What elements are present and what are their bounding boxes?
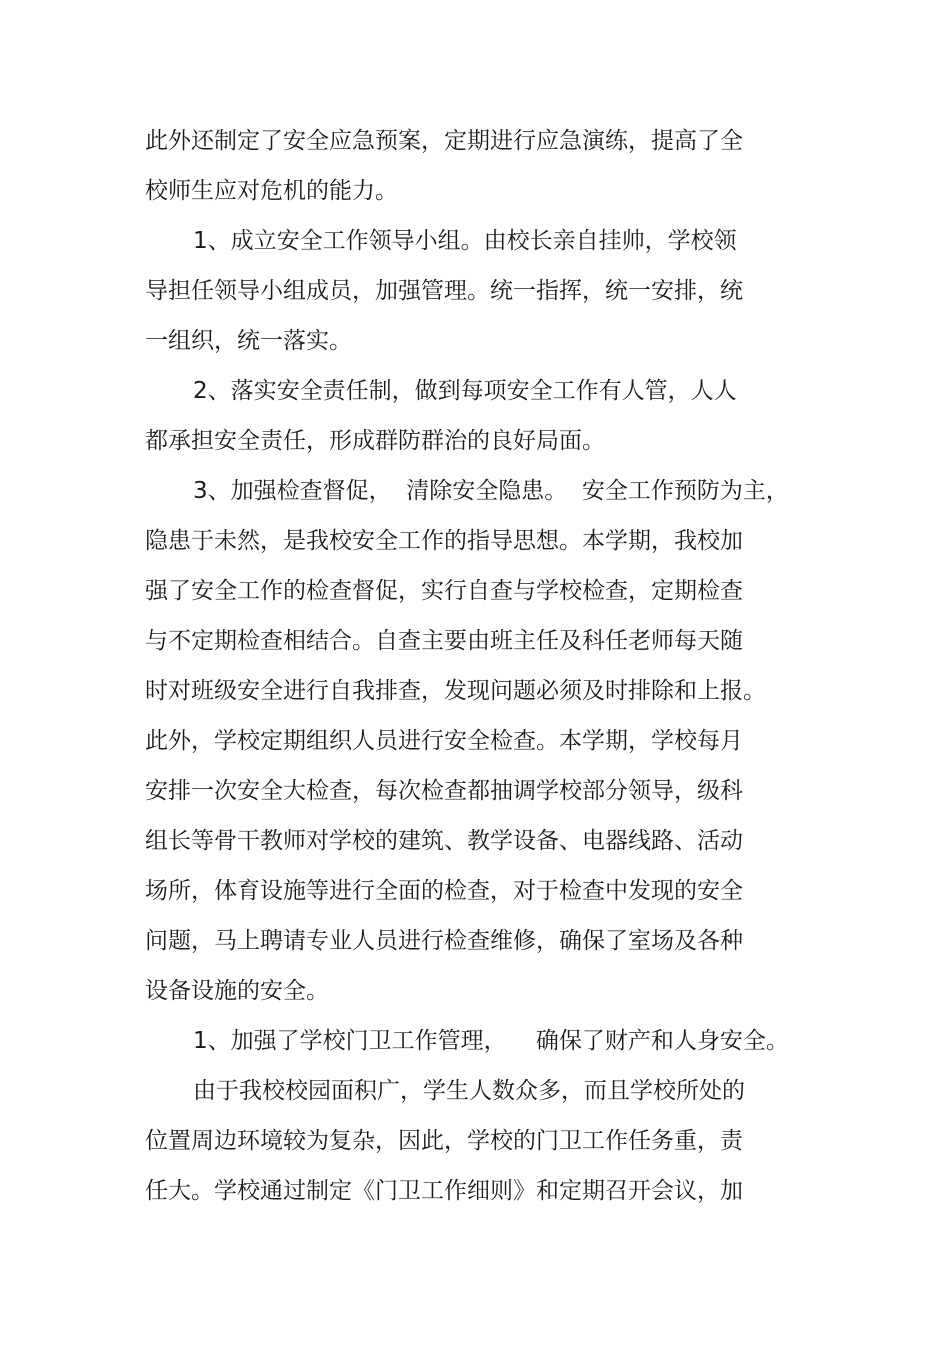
text-line: 安排一次安全大检查，每次检查都抽调学校部分领导，级科 <box>145 778 743 804</box>
paragraph-start-line: 1、加强了学校门卫工作管理， 确保了财产和人身安全。 <box>193 1028 789 1054</box>
text-line: 导担任领导小组成员，加强管理。统一指挥，统一安排，统 <box>145 278 743 304</box>
text-line: 场所，体育设施等进行全面的检查，对于检查中发现的安全 <box>145 878 743 904</box>
text-line: 与不定期检查相结合。自查主要由班主任及科任老师每天随 <box>145 628 743 654</box>
text-line: 位置周边环境较为复杂，因此，学校的门卫工作任务重，责 <box>145 1128 743 1154</box>
text-line: 设备设施的安全。 <box>145 978 329 1004</box>
text-line: 校师生应对危机的能力。 <box>145 178 398 204</box>
paragraph-start-line: 3、加强检查督促， 清除安全隐患。 安全工作预防为主， <box>193 478 789 504</box>
paragraph-start-line: 由于我校校园面积广，学生人数众多，而且学校所处的 <box>193 1078 745 1104</box>
text-line: 一组织，统一落实。 <box>145 328 352 354</box>
text-line: 任大。学校通过制定《门卫工作细则》和定期召开会议，加 <box>145 1178 743 1204</box>
text-line: 时对班级安全进行自我排查，发现问题必须及时排除和上报。 <box>145 678 766 704</box>
text-line: 都承担安全责任，形成群防群治的良好局面。 <box>145 428 605 454</box>
text-line: 隐患于未然，是我校安全工作的指导思想。本学期，我校加 <box>145 528 743 554</box>
text-line: 组长等骨干教师对学校的建筑、教学设备、电器线路、活动 <box>145 828 743 854</box>
text-line: 此外，学校定期组织人员进行安全检查。本学期，学校每月 <box>145 728 743 754</box>
paragraph-start-line: 1、成立安全工作领导小组。由校长亲自挂帅，学校领 <box>193 228 737 254</box>
text-line: 此外还制定了安全应急预案，定期进行应急演练，提高了全 <box>145 128 743 154</box>
paragraph-start-line: 2、落实安全责任制，做到每项安全工作有人管，人人 <box>193 378 737 404</box>
text-line: 问题，马上聘请专业人员进行检查维修，确保了室场及各种 <box>145 928 743 954</box>
text-line: 强了安全工作的检查督促，实行自查与学校检查，定期检查 <box>145 578 743 604</box>
